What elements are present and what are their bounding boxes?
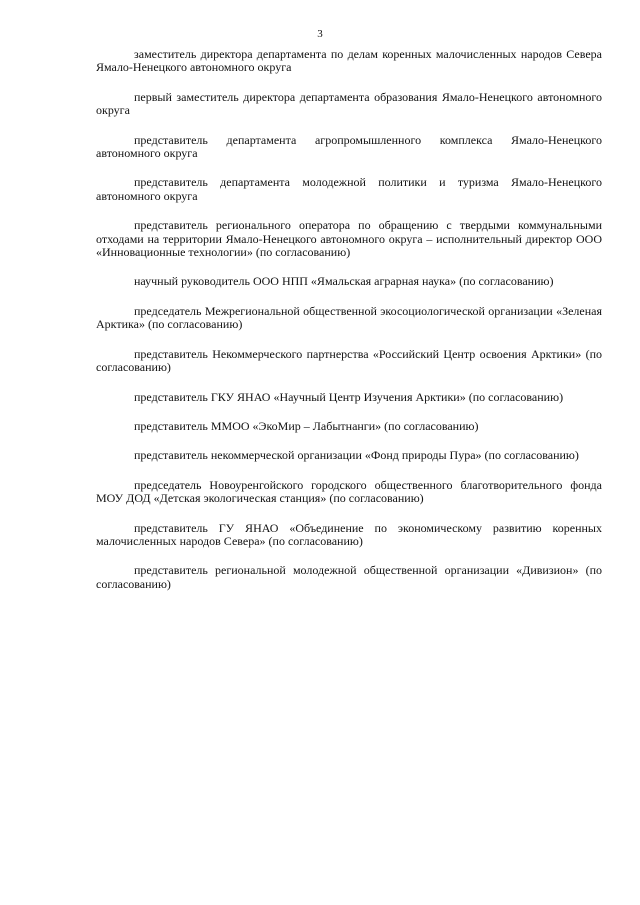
member-entry: представитель регионального оператора по обращению с твердыми коммунальными отходами на территории Ямало-Ненецкого автономного округа – исполнительный директор ООО «Инновационные технологии» (по согласованию) <box>96 218 602 260</box>
member-entry: представитель ГКУ ЯНАО «Научный Центр Изучения Арктики» (по согласованию) <box>134 389 564 404</box>
member-entry: научный руководитель ООО НПП «Ямальская аграрная наука» (по согласованию) <box>134 274 554 289</box>
member-entry: первый заместитель директора департамента образования Ямало-Ненецкого автономного округа <box>96 89 602 118</box>
page-number: 3 <box>317 28 323 40</box>
member-entry: председатель Межрегиональной общественной экосоциологической организации «Зеленая Арктика» (по согласованию) <box>96 303 602 332</box>
member-entry: заместитель директора департамента по делам коренных малочисленных народов Севера Ямало-Ненецкого автономного округа <box>96 47 602 75</box>
member-entry: представитель Некоммерческого партнерства «Российский Центр освоения Арктики» (по согласованию) <box>96 346 602 375</box>
member-entry: представитель ГУ ЯНАО «Объединение по экономическому развитию коренных малочисленных народов Севера» (по согласованию) <box>96 520 602 548</box>
member-entry: представитель некоммерческой организации «Фонд природы Пура» (по согласованию) <box>134 448 579 463</box>
member-entry: председатель Новоуренгойского городского общественного благотворительного фонда МОУ ДОД «Детская экологическая станция» (по согласованию) <box>96 477 602 506</box>
member-entry: представитель ММОО «ЭкоМир – Лабытнанги» (по согласованию) <box>134 418 479 433</box>
committee-member-list <box>96 48 602 607</box>
member-entry: представитель департамента молодежной политики и туризма Ямало-Ненецкого автономного округа <box>96 175 602 203</box>
member-entry: представитель региональной молодежной общественной организации «Дивизион» (по согласованию) <box>96 563 602 591</box>
member-entry: представитель департамента агропромышленного комплекса Ямало-Ненецкого автономного округа <box>96 132 602 161</box>
